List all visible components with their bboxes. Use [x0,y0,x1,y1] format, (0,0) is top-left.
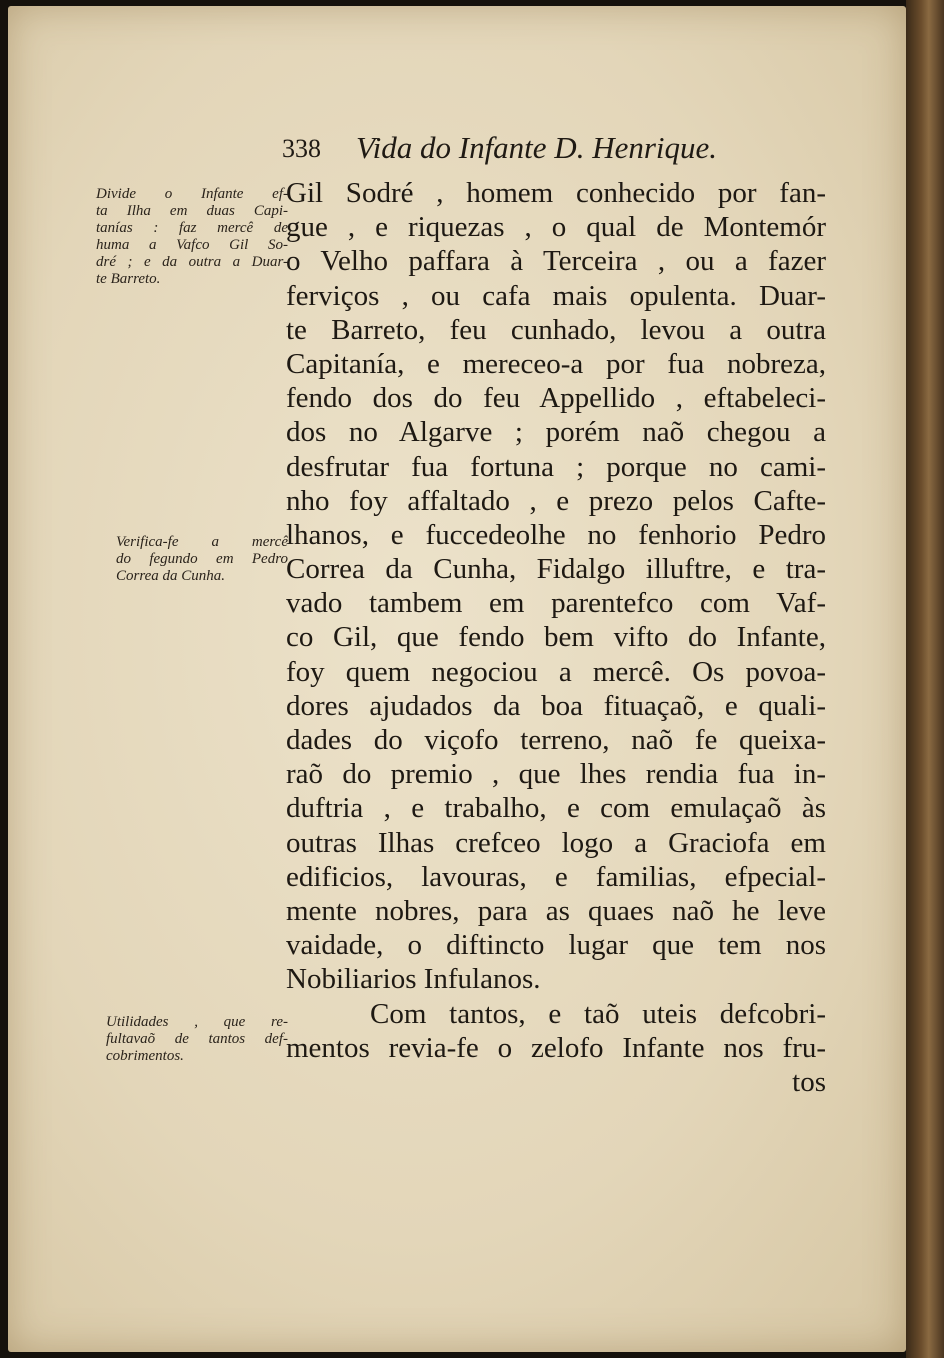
text-line: lhanos, e fuccedeolhe no fenhorio Pedro [286,518,826,551]
text-line: dores ajudados da boa fituaçaõ, e quali- [286,689,826,722]
text-line: mente nobres, para as quaes naõ he leve [286,894,826,927]
text-line: Com tantos, e taõ uteis defcobri- [370,997,826,1030]
note-line: do fegundo em Pedro [116,551,288,567]
note-line: dré ; e da outra a Duar- [96,254,288,270]
text-line: te Barreto, feu cunhado, levou a outra [286,313,826,346]
text-line: nho foy affaltado , e prezo pelos Cafte- [286,484,826,517]
running-title: Vida do Infante D. Henrique. [356,130,718,165]
text-line: edificios, lavouras, e familias, efpecial- [286,860,826,893]
text-line: Correa da Cunha, Fidalgo illuftre, e tra- [286,553,826,586]
note-line: Correa da Cunha. [116,568,226,584]
margin-note [116,534,288,585]
text-line: ferviços , ou cafa mais opulenta. Duar- [286,279,826,312]
note-line: te Barreto. [96,271,161,287]
text-line: mentos revia-fe o zelofo Infante nos fru- [286,1031,826,1064]
text-line: desfrutar fua fortuna ; porque no cami- [286,450,826,483]
margin-note [96,186,288,288]
catchword: tos [792,1065,826,1098]
page-header [282,130,842,170]
text-line: vaidade, o diftincto lugar que tem nos [286,929,826,962]
text-line: co Gil, que fendo bem vifto do Infante, [286,621,826,654]
text-line: dos no Algarve ; porém naõ chegou a [286,416,826,449]
note-line: Divide o Infante ef- [96,186,288,202]
text-line: duftria , e trabalho, e com emulaçaõ às [286,792,826,825]
note-line: huma a Vafco Gil So- [96,237,288,253]
note-line: fultavaõ de tantos def- [106,1031,288,1047]
text-line: raõ do premio , que lhes rendia fua in- [286,758,826,791]
page-number: 338 [282,134,321,163]
note-line: cobrimentos. [106,1048,184,1064]
text-line: gue , e riquezas , o qual de Montemór [286,211,826,244]
text-line: Gil Sodré , homem conhecido por fan- [286,177,826,209]
note-line: ta Ilha em duas Capi- [96,203,288,219]
note-line: Utilidades , que re- [106,1014,288,1030]
note-line: tanías : faz mercê de [96,220,288,236]
text-line: fendo dos do feu Appellido , eftabeleci- [286,382,826,415]
body-text [286,176,826,1099]
text-line: vado tambem em parentefco com Vaf- [286,587,826,620]
binding-edge [906,0,944,1358]
margin-note [106,1014,288,1065]
text-line: foy quem negociou a mercê. Os povoa- [286,655,826,688]
note-line: Verifica-fe a mercê [116,534,288,550]
text-line: dades do viçofo terreno, naõ fe queixa- [286,724,826,756]
text-line: outras Ilhas crefceo logo a Graciofa em [286,826,826,859]
text-line: Nobiliarios Infulanos. [286,963,541,996]
text-line: o Velho paffara à Terceira , ou a fazer [286,245,826,278]
text-line: Capitanía, e mereceo-a por fua nobreza, [286,347,826,380]
